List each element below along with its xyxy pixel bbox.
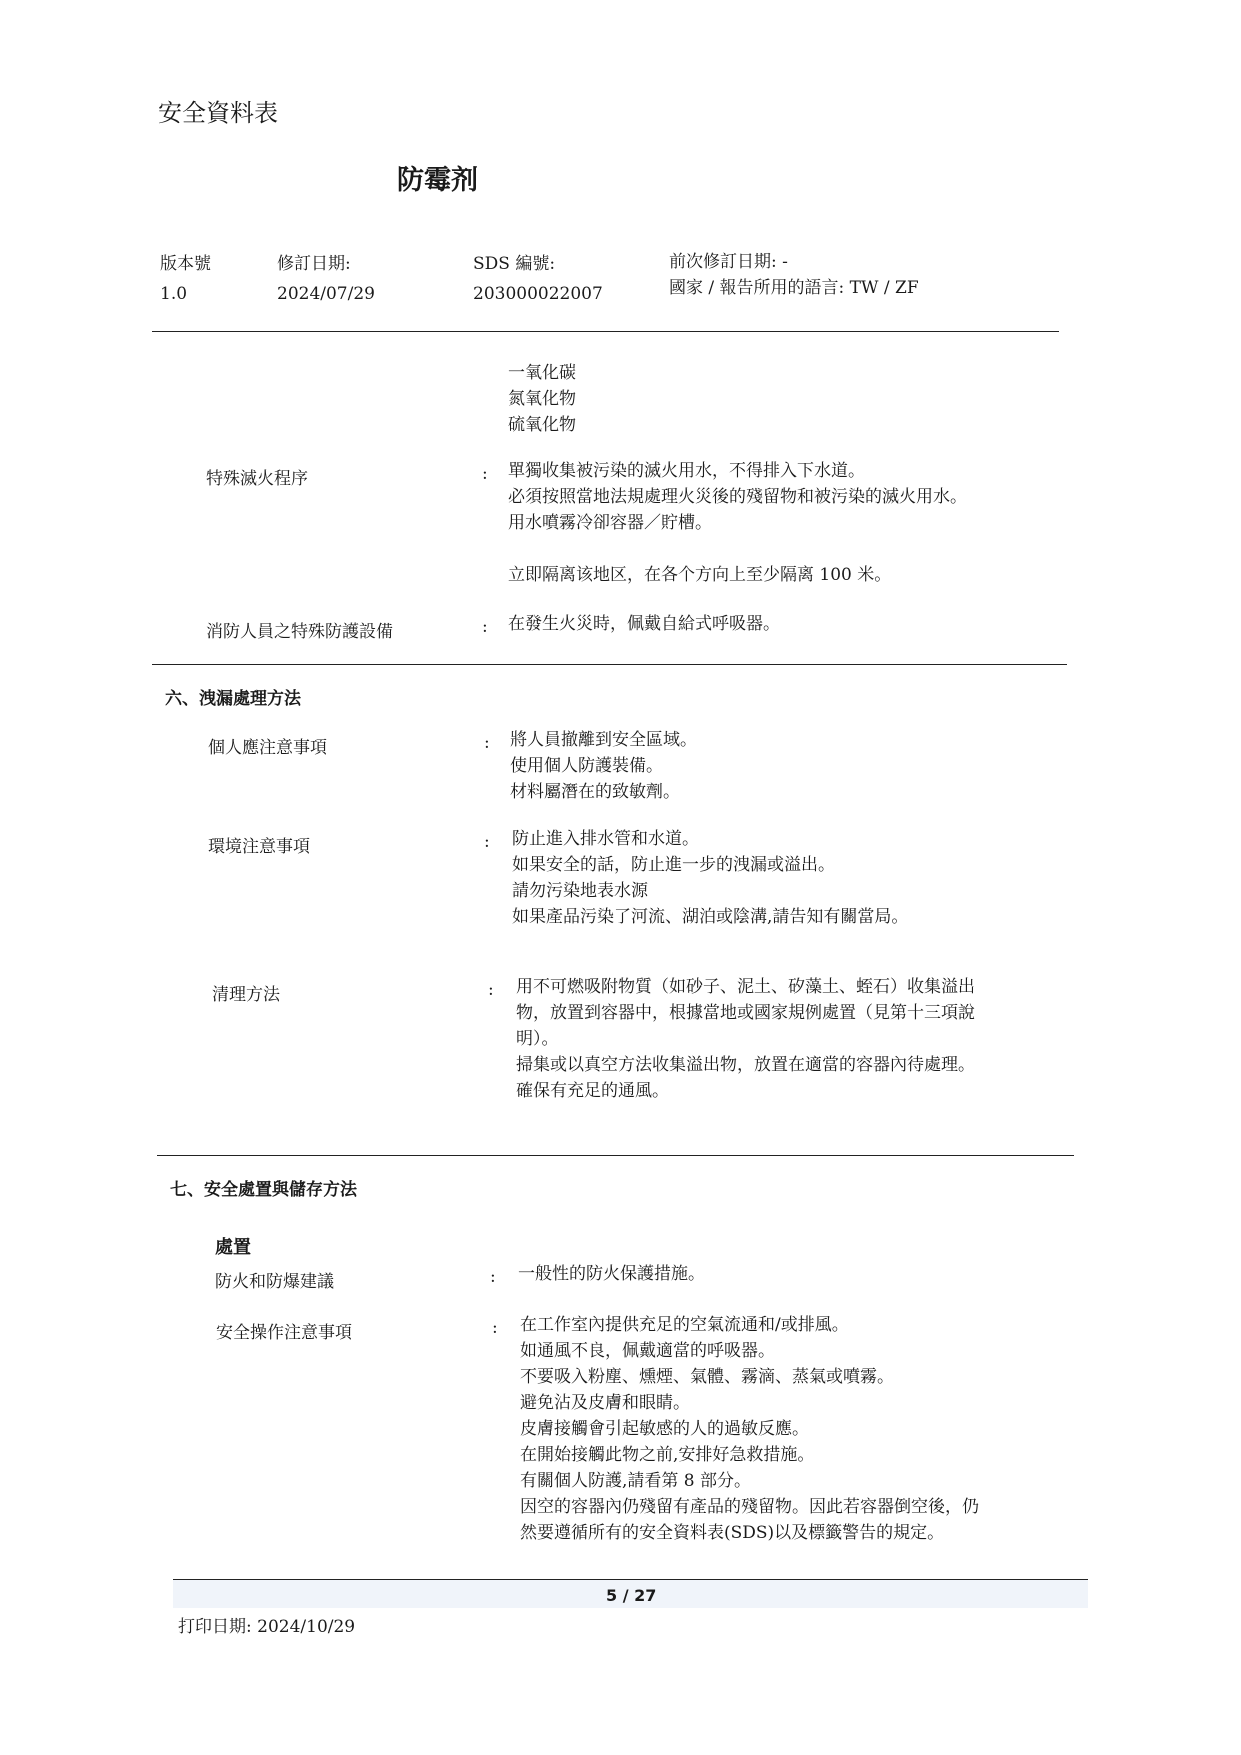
product-name: 防霉剂 xyxy=(397,165,478,196)
isolation-advice: 立即隔离该地区，在各个方向上至少隔离 100 米。 xyxy=(508,565,892,585)
list-item: 氮氧化物 xyxy=(508,389,576,409)
revision-date-value: 2024/07/29 xyxy=(277,284,375,304)
hazardous-combustion-products xyxy=(508,360,576,438)
list-item: 一氧化碳 xyxy=(508,363,576,383)
handling-subtitle: 處置 xyxy=(215,1237,251,1258)
list-item: 硫氧化物 xyxy=(508,415,576,435)
cleanup-methods-label: 清理方法 xyxy=(212,985,280,1005)
sds-number-value: 203000022007 xyxy=(473,284,603,304)
colon: : xyxy=(484,832,490,852)
environmental-precautions-label: 環境注意事項 xyxy=(208,837,310,857)
colon: : xyxy=(484,733,490,753)
version-value: 1.0 xyxy=(160,284,188,304)
environmental-precautions-value: 防止進入排水管和水道。 如果安全的話，防止進一步的洩漏或溢出。 請勿污染地表水源 如果產品污染了河流、湖泊或陰溝,請告知有關當局。 xyxy=(512,829,909,927)
previous-revision: 前次修訂日期: - xyxy=(669,252,788,272)
personal-precautions-label: 個人應注意事項 xyxy=(208,738,327,758)
document-title: 安全資料表 xyxy=(158,99,278,127)
sds-number-label: SDS 編號: xyxy=(473,254,556,274)
colon: : xyxy=(492,1318,498,1338)
safe-handling-label: 安全操作注意事項 xyxy=(216,1323,352,1343)
colon: : xyxy=(488,980,494,1000)
section-divider xyxy=(152,664,1067,665)
colon: : xyxy=(482,464,488,484)
version-label: 版本號 xyxy=(160,254,211,274)
protective-equipment-label: 消防人員之特殊防護設備 xyxy=(206,622,393,642)
special-procedures-value: 單獨收集被污染的滅火用水，不得排入下水道。 必須按照當地法規處理火災後的殘留物和被污染的滅火用水。 用水噴霧冷卻容器／貯槽。 xyxy=(508,461,967,533)
colon: : xyxy=(482,617,488,637)
print-date: 打印日期: 2024/10/29 xyxy=(178,1617,356,1637)
safe-handling-value: 在工作室內提供充足的空氣流通和/或排風。 如通風不良，佩戴適當的呼吸器。 不要吸入粉塵、燻煙、氣體、霧滴、蒸氣或噴霧。 避免沾及皮膚和眼睛。 皮膚接觸會引起敏感的人的過敏反應。 在開始接觸此物之前,安排好急救措施。 有關個人防護,請看第 8 部分。 因空的容器內仍殘留有產品的殘留物。因此若容器倒空後，仍 然要遵循所有的安全資料表(SDS)以及標籤警告的規定。 xyxy=(520,1315,979,1543)
fire-advice-label: 防火和防爆建議 xyxy=(215,1272,334,1292)
fire-advice-value: 一般性的防火保護措施。 xyxy=(518,1264,705,1284)
personal-precautions-value: 將人員撤離到安全區域。 使用個人防護裝備。 材料屬潛在的致敏劑。 xyxy=(510,730,697,802)
section-divider xyxy=(157,1155,1074,1156)
header-divider xyxy=(152,331,1059,332)
page-number: 5 / 27 xyxy=(606,1586,657,1605)
colon: : xyxy=(490,1267,496,1287)
special-procedures-label: 特殊滅火程序 xyxy=(206,469,308,489)
cleanup-methods-value: 用不可燃吸附物質（如砂子、泥土、矽藻土、蛭石）收集溢出 物，放置到容器中，根據當地或國家規例處置（見第十三項說 明）。 掃集或以真空方法收集溢出物，放置在適當的容器內待處理。 確保有充足的通風。 xyxy=(516,977,975,1101)
protective-equipment-value: 在發生火災時，佩戴自給式呼吸器。 xyxy=(508,614,780,634)
revision-date-label: 修訂日期: xyxy=(277,254,351,274)
section-7-title: 七、安全處置與儲存方法 xyxy=(170,1180,357,1200)
section-6-title: 六、洩漏處理方法 xyxy=(165,689,301,709)
country-language: 國家 / 報告所用的語言: TW / ZF xyxy=(669,278,919,298)
footer-divider xyxy=(173,1579,1088,1580)
